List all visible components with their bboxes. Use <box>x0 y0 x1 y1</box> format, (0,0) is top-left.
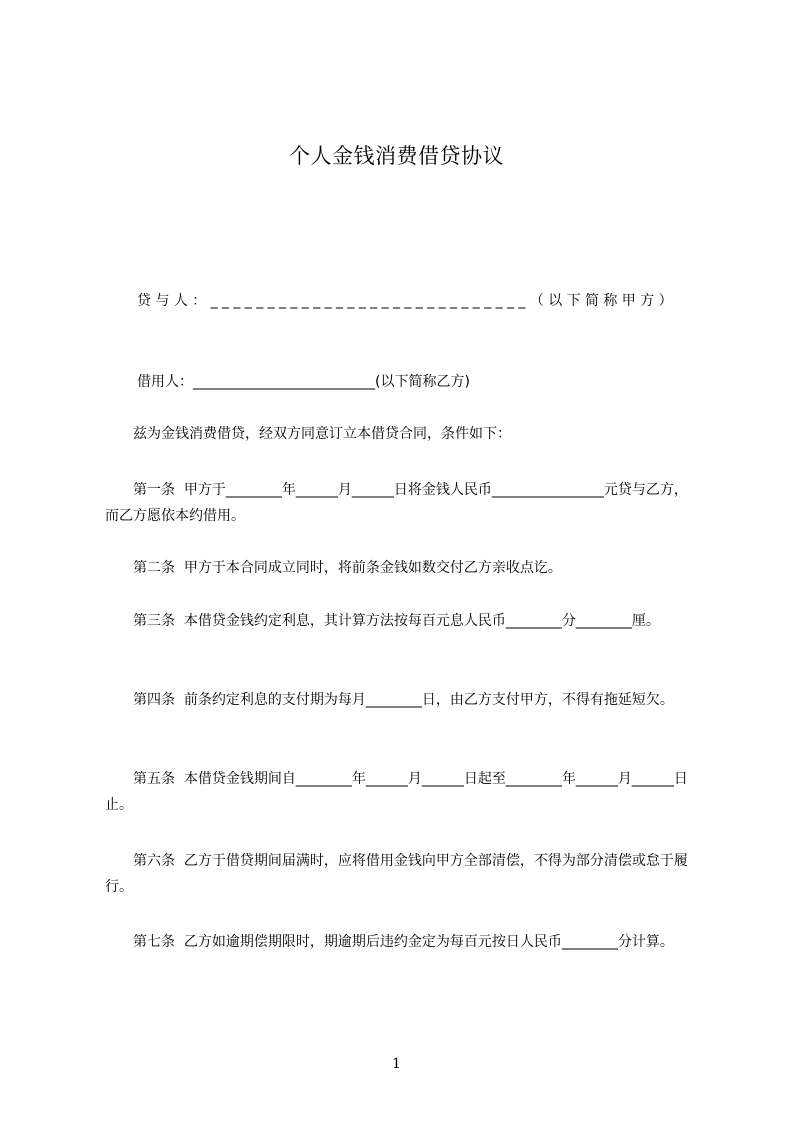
clause-7: 第七条 乙方如逾期偿期限时，期逾期后违约金定为每百元按日人民币________分计算。 <box>133 934 674 950</box>
clause-5: 第五条 本借贷金钱期间自________年______月______日起至________年______月______日止。 <box>105 771 688 813</box>
page-number: 1 <box>392 1056 401 1072</box>
borrower-line: 借用人：__________________________(以下简称乙方) <box>137 374 470 390</box>
clause-3: 第三条 本借贷金钱约定利息，其计算方法按每百元息人民币________分________厘。 <box>133 613 660 629</box>
lender-line: 贷与人：____________________________（以下简称甲方） <box>137 293 677 309</box>
clause-6: 第六条 乙方于借贷期间届满时，应将借用金钱向甲方全部清偿，不得为部分清偿或怠于履行。 <box>105 853 688 895</box>
clause-1: 第一条 甲方于________年______月______日将金钱人民币________________元贷与乙方，而乙方愿依本约借用。 <box>105 482 688 524</box>
intro-paragraph: 兹为金钱消费借贷，经双方同意订立本借贷合同，条件如下： <box>133 426 511 442</box>
document-title: 个人金钱消费借贷协议 <box>289 144 504 168</box>
clause-4: 第四条 前条约定利息的支付期为每月________日，由乙方支付甲方，不得有拖延短欠。 <box>133 692 674 708</box>
clause-2: 第二条 甲方于本合同成立同时，将前条金钱如数交付乙方亲收点讫。 <box>133 560 562 576</box>
